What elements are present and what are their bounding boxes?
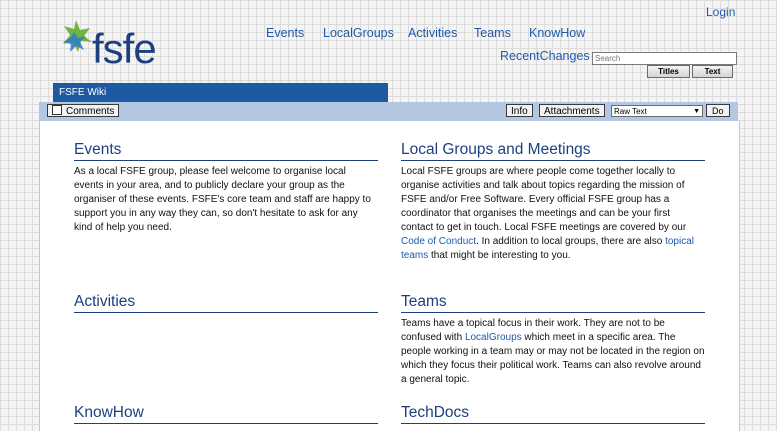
nav-localgroups[interactable]: LocalGroups: [323, 26, 394, 40]
section-title: TechDocs: [401, 404, 705, 424]
nav-activities[interactable]: Activities: [408, 26, 458, 40]
nav-knowhow[interactable]: KnowHow: [529, 26, 586, 40]
comments-toggle[interactable]: [47, 104, 119, 117]
wiki-title[interactable]: FSFE Wiki: [59, 87, 107, 98]
info-button[interactable]: Info: [506, 104, 533, 117]
section-text: [401, 165, 705, 263]
fsfe-logo-text: fsfe: [92, 25, 156, 72]
view-select[interactable]: [611, 105, 703, 117]
section-title: KnowHow: [74, 404, 378, 424]
section-local-groups: [401, 141, 705, 263]
section-text: As a local FSFE group, please feel welcome to organise local events in your area, and to publicly declare your group as the organiser of these events. FSFE's core team and staff are happy to support you in any way they can, so don't hesitate to ask for any kind of help you need.: [74, 166, 371, 233]
page-toolbar: [39, 102, 738, 122]
section-title: Teams: [401, 293, 705, 313]
chevron-down-icon: ▼: [693, 108, 700, 115]
section-title: Activities: [74, 293, 378, 313]
section-knowhow: [74, 404, 378, 424]
section-activities: [74, 293, 378, 313]
text-fragment: Teams have a topical focus in their work. They are not to be confused with: [401, 318, 665, 343]
comments-checkbox[interactable]: [52, 105, 62, 115]
section-title: Local Groups and Meetings: [401, 141, 705, 161]
search-input[interactable]: [592, 52, 737, 65]
nav-teams[interactable]: Teams: [474, 26, 511, 40]
topical-teams-link[interactable]: topical teams: [401, 236, 694, 261]
comments-label: Comments: [66, 106, 115, 117]
attachments-button[interactable]: Attachments: [539, 104, 605, 117]
nav-recentchanges[interactable]: RecentChanges: [500, 49, 590, 63]
code-of-conduct-link[interactable]: Code of Conduct: [401, 236, 477, 247]
section-title: Events: [74, 141, 378, 161]
titles-button[interactable]: Titles: [647, 65, 690, 78]
section-techdocs: [401, 404, 705, 424]
text-fragment: which meet in a specific area. The people working in a team may or may not be located in the region on which they focus their political work. Teams can also revolve around a general topic.: [401, 332, 705, 385]
section-text: [401, 317, 705, 387]
localgroups-link[interactable]: LocalGroups: [464, 332, 522, 343]
text-button[interactable]: Text: [692, 65, 733, 78]
do-button[interactable]: Do: [706, 104, 730, 117]
nav-events[interactable]: Events: [266, 26, 305, 40]
section-teams: [401, 293, 705, 387]
text-fragment: . In addition to local groups, there are also: [476, 236, 666, 247]
wiki-title-bar: [53, 83, 388, 102]
view-select-value: Raw Text: [614, 107, 647, 116]
text-fragment: Local FSFE groups are where people come together locally to organise activities and talk about topics regarding the mission of FSFE and/or Free Software. Every official FSFE group has a coordinator that organises the meetings and can be your first contact to get in touch. Local FSFE meetings are covered by our: [401, 166, 687, 233]
text-fragment: that might be interesting to you.: [428, 250, 571, 261]
login-link[interactable]: Login: [706, 5, 736, 19]
main-content: [39, 121, 740, 431]
section-events: [74, 141, 378, 235]
